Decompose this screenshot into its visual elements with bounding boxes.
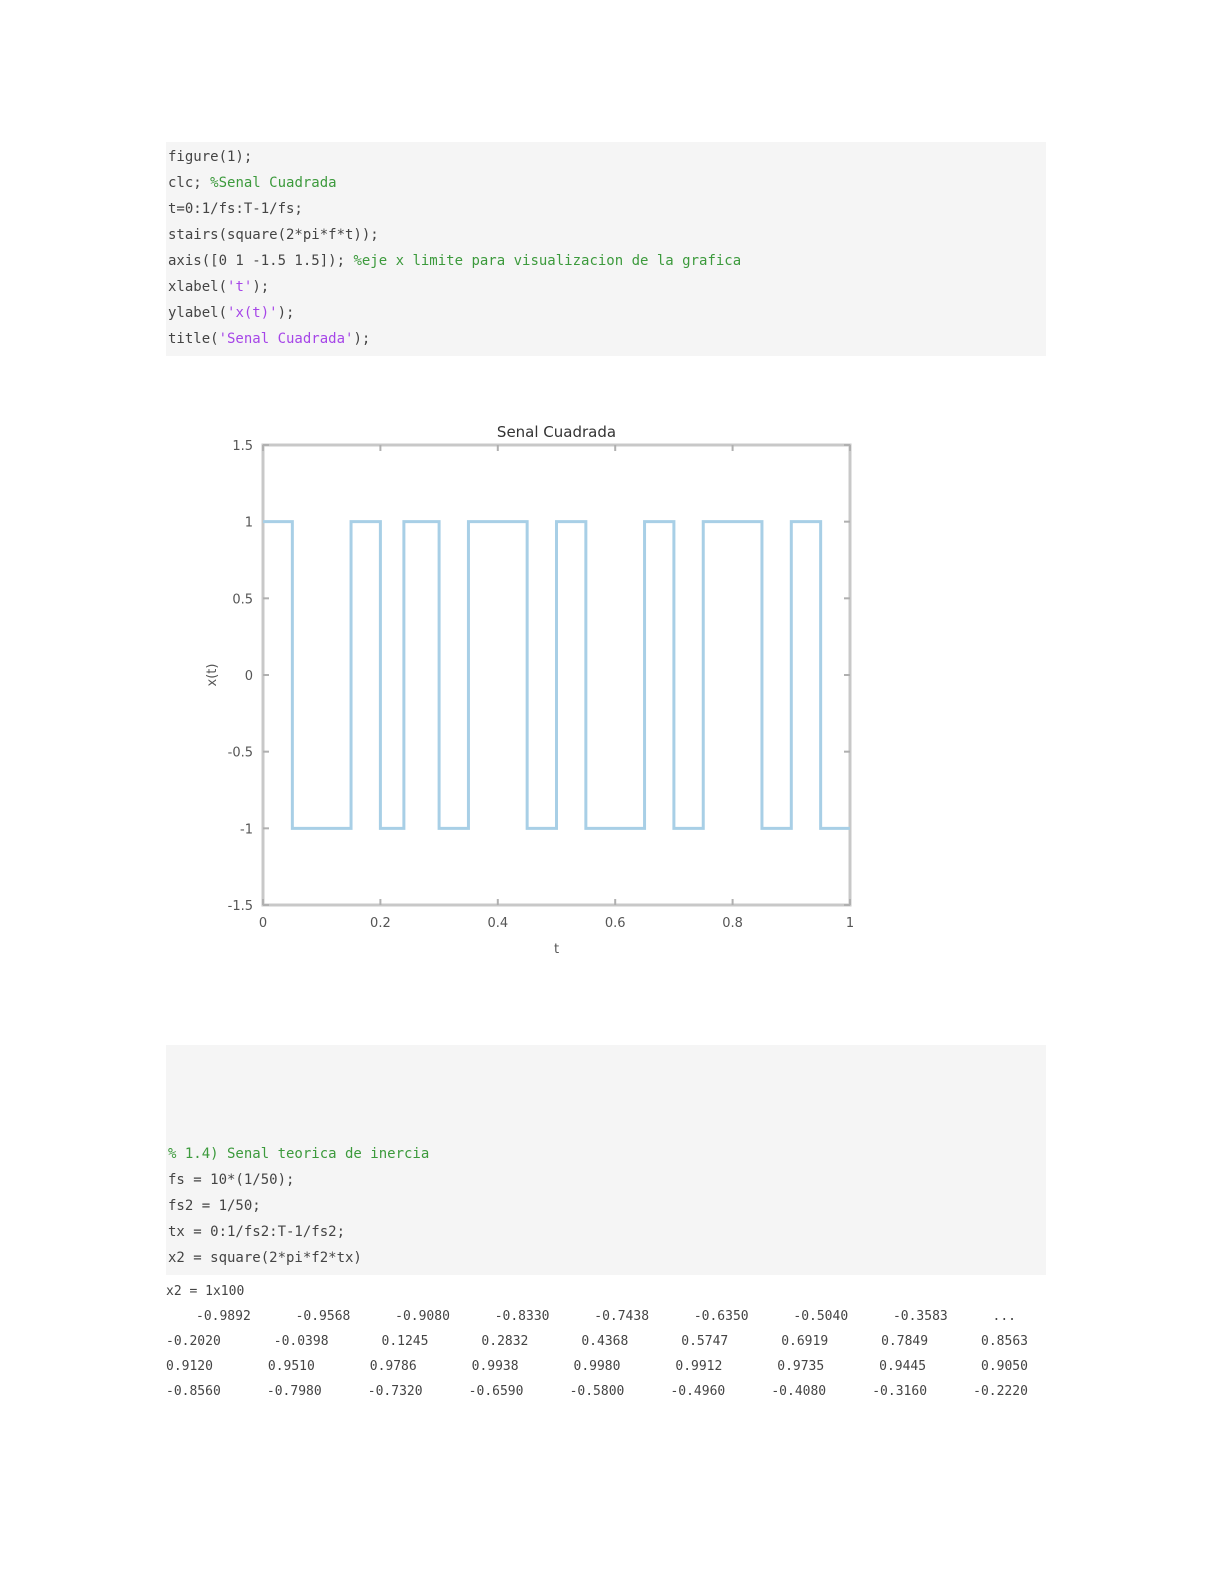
code-token: 'Senal Cuadrada' [218,331,354,347]
code-token: t=0:1/fs:T-1/fs; [168,201,303,217]
output-value: -0.3583 [892,1309,948,1324]
output-value: -0.9568 [295,1309,351,1324]
code-token: 't' [227,279,253,295]
output-value: -0.5040 [793,1309,849,1324]
output-value: -0.8330 [494,1309,550,1324]
code-token: fs = 10*(1/50); [168,1172,295,1188]
output-value: -0.4080 [771,1384,827,1399]
code-line [166,144,1046,170]
output-value: 0.1245 [381,1334,429,1349]
chart-title: Senal Cuadrada [496,423,617,441]
x-tick-label: 0.6 [604,916,626,931]
output-value: -0.2020 [166,1334,221,1349]
code-token: ); [353,331,371,347]
code-token: x2 = square(2*pi*f2*tx) [168,1250,362,1266]
output-row [166,1354,1028,1379]
code-token: fs2 = 1/50; [168,1198,261,1214]
output-value: -0.7980 [266,1384,322,1399]
output-value: -0.5800 [569,1384,625,1399]
code-lines [166,1141,1046,1271]
output-value: 0.2832 [481,1334,529,1349]
output-value: -0.0398 [273,1334,329,1349]
y-tick-label: 1.5 [232,439,253,454]
output-value: -0.9080 [395,1309,450,1324]
code-line [166,1219,1046,1245]
output-value: 0.9938 [471,1359,519,1374]
output-value: ... [992,1309,1016,1324]
output-value: 0.9912 [675,1359,723,1374]
chart-svg [190,405,890,975]
output-value: 0.9735 [777,1359,825,1374]
code-token: % 1.4) Senal teorica de inercia [168,1146,430,1162]
output-row [166,1379,1028,1404]
code-token: 'x(t)' [227,305,278,321]
command-output [166,1279,1046,1404]
code-line [166,196,1046,222]
code-line [166,1141,1046,1167]
code-token: stairs(square(2*pi*f*t)); [168,227,379,243]
code-line [166,248,1046,274]
output-value: 0.9980 [573,1359,621,1374]
code-line [166,1245,1046,1271]
output-value: -0.6590 [468,1384,524,1399]
code-block-1 [166,142,1046,356]
x-axis-label: t [553,942,560,957]
code-line [166,1167,1046,1193]
output-value: -0.6350 [693,1309,749,1324]
code-token: xlabel( [168,279,228,295]
code-token: ); [277,305,295,321]
output-value: 0.9445 [879,1359,927,1374]
x-tick-label: 1 [845,916,855,931]
output-value: -0.9892 [196,1309,251,1324]
code-line [166,1193,1046,1219]
output-value: -0.7438 [594,1309,650,1324]
y-tick-label: 0.5 [232,592,253,608]
output-row [166,1304,1016,1329]
code-token: title( [168,331,219,347]
x-tick-label: 0 [258,916,268,931]
y-tick-label: 1 [244,515,253,531]
code-token: clc; [168,175,211,191]
code-block-2 [166,1045,1046,1275]
output-value: 0.8563 [981,1334,1028,1349]
output-rows [166,1304,1046,1404]
y-tick-label: -1 [240,822,253,838]
code-token: %Senal Cuadrada [210,175,337,191]
output-value: 0.9050 [981,1359,1028,1374]
y-tick-label: 0 [244,669,253,684]
x-tick-label: 0.8 [722,916,743,931]
output-row [166,1329,1028,1354]
y-axis-label: x(t) [205,663,220,687]
code-token: %eje x limite para visualizacion de la grafica [353,253,742,269]
output-value: 0.5747 [681,1334,729,1349]
code-token: figure(1); [168,149,253,165]
code-line [166,326,1046,352]
x-tick-label: 0.4 [487,916,509,931]
code-line [166,274,1046,300]
output-value: -0.2220 [973,1384,1028,1399]
code-token: ylabel( [168,305,228,321]
output-header: x2 = 1x100 [166,1284,245,1299]
y-tick-label: -1.5 [227,899,253,914]
output-value: 0.9786 [369,1359,417,1374]
code-token: tx = 0:1/fs2:T-1/fs2; [168,1224,346,1240]
code-line [166,222,1046,248]
code-token: axis([0 1 -1.5 1.5]); [168,253,354,269]
output-value: 0.6919 [781,1334,829,1349]
output-value: 0.9510 [267,1359,315,1374]
x-tick-label: 0.2 [370,916,391,931]
output-value: -0.7320 [367,1384,423,1399]
output-value: -0.8560 [166,1384,221,1399]
code-spacer [166,1045,1046,1141]
y-tick-label: -0.5 [227,745,253,761]
code-line [166,170,1046,196]
code-line [166,300,1046,326]
output-value: 0.4368 [581,1334,629,1349]
output-value: -0.4960 [670,1384,726,1399]
output-value: -0.3160 [872,1384,928,1399]
code-token: ); [252,279,270,295]
chart-figure [190,405,890,975]
series-line [263,522,850,829]
output-value: 0.7849 [881,1334,929,1349]
output-value: 0.9120 [166,1359,213,1374]
